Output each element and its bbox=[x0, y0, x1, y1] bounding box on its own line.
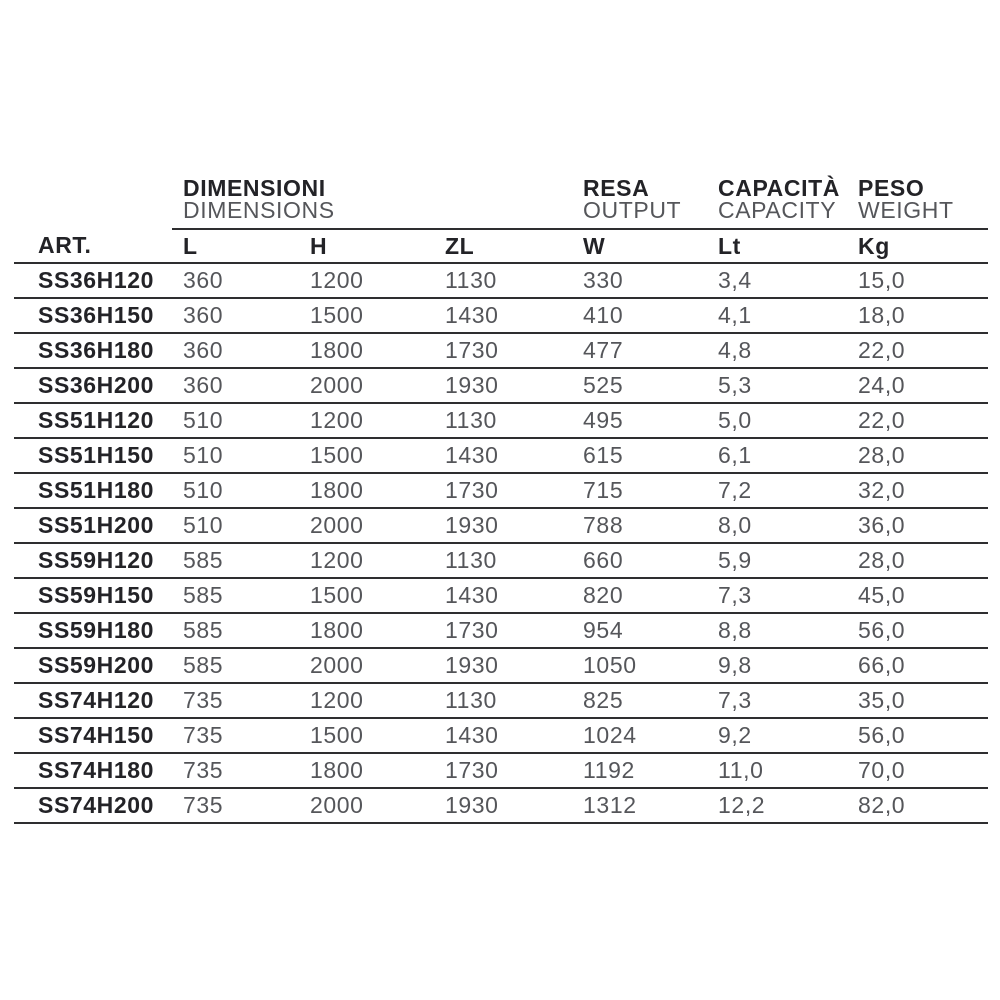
value-cell: 1430 bbox=[434, 718, 572, 753]
group-label-primary: CAPACITÀ bbox=[718, 175, 840, 201]
value-cell: 1200 bbox=[299, 263, 434, 298]
value-cell: 1312 bbox=[572, 788, 707, 823]
art-code-cell: SS51H150 bbox=[14, 438, 172, 473]
value-cell: 735 bbox=[172, 753, 299, 788]
value-cell: 585 bbox=[172, 613, 299, 648]
table-row bbox=[14, 508, 988, 543]
value-cell: 1192 bbox=[572, 753, 707, 788]
table-row bbox=[14, 368, 988, 403]
value-cell: 1800 bbox=[299, 613, 434, 648]
art-code-cell: SS59H150 bbox=[14, 578, 172, 613]
art-code-cell: SS74H200 bbox=[14, 788, 172, 823]
value-cell: 820 bbox=[572, 578, 707, 613]
value-cell: 1930 bbox=[434, 508, 572, 543]
art-code-cell: SS36H200 bbox=[14, 368, 172, 403]
value-cell: 1130 bbox=[434, 263, 572, 298]
value-cell: 615 bbox=[572, 438, 707, 473]
value-cell: 1430 bbox=[434, 298, 572, 333]
group-label-primary: DIMENSIONI bbox=[183, 175, 326, 201]
group-label-primary: PESO bbox=[858, 175, 925, 201]
value-cell: 7,3 bbox=[707, 683, 847, 718]
value-cell: 825 bbox=[572, 683, 707, 718]
value-cell: 2000 bbox=[299, 368, 434, 403]
group-label-primary: RESA bbox=[583, 175, 650, 201]
table-row bbox=[14, 473, 988, 508]
value-cell: 1500 bbox=[299, 578, 434, 613]
value-cell: 11,0 bbox=[707, 753, 847, 788]
group-label-secondary: DIMENSIONS bbox=[183, 197, 335, 223]
value-cell: 1130 bbox=[434, 543, 572, 578]
column-header-l: L bbox=[172, 229, 299, 263]
value-cell: 1930 bbox=[434, 648, 572, 683]
art-code-cell: SS51H200 bbox=[14, 508, 172, 543]
value-cell: 66,0 bbox=[847, 648, 988, 683]
value-cell: 22,0 bbox=[847, 333, 988, 368]
spec-table bbox=[14, 175, 988, 824]
value-cell: 954 bbox=[572, 613, 707, 648]
value-cell: 510 bbox=[172, 473, 299, 508]
value-cell: 4,8 bbox=[707, 333, 847, 368]
table-row bbox=[14, 543, 988, 578]
art-code-cell: SS59H200 bbox=[14, 648, 172, 683]
group-header-output bbox=[572, 175, 707, 229]
value-cell: 1200 bbox=[299, 403, 434, 438]
value-cell: 2000 bbox=[299, 788, 434, 823]
group-header-weight bbox=[847, 175, 988, 229]
value-cell: 1024 bbox=[572, 718, 707, 753]
value-cell: 1800 bbox=[299, 333, 434, 368]
table-row bbox=[14, 788, 988, 823]
value-cell: 660 bbox=[572, 543, 707, 578]
art-code-cell: SS74H120 bbox=[14, 683, 172, 718]
value-cell: 1500 bbox=[299, 438, 434, 473]
value-cell: 585 bbox=[172, 543, 299, 578]
value-cell: 477 bbox=[572, 333, 707, 368]
column-header-lt: Lt bbox=[707, 229, 847, 263]
value-cell: 1200 bbox=[299, 683, 434, 718]
value-cell: 45,0 bbox=[847, 578, 988, 613]
art-code-cell: SS36H150 bbox=[14, 298, 172, 333]
value-cell: 1730 bbox=[434, 613, 572, 648]
table-row bbox=[14, 438, 988, 473]
value-cell: 1130 bbox=[434, 683, 572, 718]
value-cell: 2000 bbox=[299, 648, 434, 683]
value-cell: 9,2 bbox=[707, 718, 847, 753]
table-row bbox=[14, 578, 988, 613]
value-cell: 360 bbox=[172, 368, 299, 403]
table-row bbox=[14, 648, 988, 683]
table-row bbox=[14, 403, 988, 438]
value-cell: 12,2 bbox=[707, 788, 847, 823]
spec-table-container bbox=[14, 175, 988, 824]
value-cell: 360 bbox=[172, 333, 299, 368]
column-header-zl: ZL bbox=[434, 229, 572, 263]
value-cell: 2000 bbox=[299, 508, 434, 543]
value-cell: 28,0 bbox=[847, 438, 988, 473]
value-cell: 1800 bbox=[299, 753, 434, 788]
art-code-cell: SS36H180 bbox=[14, 333, 172, 368]
value-cell: 56,0 bbox=[847, 613, 988, 648]
value-cell: 28,0 bbox=[847, 543, 988, 578]
table-row bbox=[14, 263, 988, 298]
table-row bbox=[14, 333, 988, 368]
value-cell: 788 bbox=[572, 508, 707, 543]
value-cell: 1430 bbox=[434, 578, 572, 613]
value-cell: 525 bbox=[572, 368, 707, 403]
art-code-cell: SS59H120 bbox=[14, 543, 172, 578]
value-cell: 1430 bbox=[434, 438, 572, 473]
value-cell: 510 bbox=[172, 438, 299, 473]
value-cell: 4,1 bbox=[707, 298, 847, 333]
value-cell: 5,9 bbox=[707, 543, 847, 578]
value-cell: 8,0 bbox=[707, 508, 847, 543]
art-code-cell: SS36H120 bbox=[14, 263, 172, 298]
group-header-row bbox=[14, 175, 988, 229]
value-cell: 510 bbox=[172, 403, 299, 438]
value-cell: 8,8 bbox=[707, 613, 847, 648]
group-label-secondary: OUTPUT bbox=[583, 197, 682, 223]
group-label-secondary: WEIGHT bbox=[858, 197, 954, 223]
value-cell: 510 bbox=[172, 508, 299, 543]
group-header-spacer bbox=[14, 175, 172, 229]
table-row bbox=[14, 718, 988, 753]
value-cell: 1730 bbox=[434, 753, 572, 788]
art-code-cell: SS74H180 bbox=[14, 753, 172, 788]
value-cell: 35,0 bbox=[847, 683, 988, 718]
value-cell: 1500 bbox=[299, 718, 434, 753]
value-cell: 1730 bbox=[434, 473, 572, 508]
value-cell: 1500 bbox=[299, 298, 434, 333]
value-cell: 24,0 bbox=[847, 368, 988, 403]
value-cell: 18,0 bbox=[847, 298, 988, 333]
value-cell: 715 bbox=[572, 473, 707, 508]
art-code-cell: SS51H120 bbox=[14, 403, 172, 438]
column-header-w: W bbox=[572, 229, 707, 263]
column-header-kg: Kg bbox=[847, 229, 988, 263]
value-cell: 1050 bbox=[572, 648, 707, 683]
value-cell: 36,0 bbox=[847, 508, 988, 543]
art-code-cell: SS74H150 bbox=[14, 718, 172, 753]
value-cell: 56,0 bbox=[847, 718, 988, 753]
group-label-secondary: CAPACITY bbox=[718, 197, 837, 223]
art-code-cell: SS51H180 bbox=[14, 473, 172, 508]
table-body bbox=[14, 263, 988, 823]
value-cell: 82,0 bbox=[847, 788, 988, 823]
value-cell: 1130 bbox=[434, 403, 572, 438]
value-cell: 735 bbox=[172, 718, 299, 753]
value-cell: 6,1 bbox=[707, 438, 847, 473]
group-header-dimensions bbox=[172, 175, 572, 229]
value-cell: 735 bbox=[172, 683, 299, 718]
value-cell: 330 bbox=[572, 263, 707, 298]
value-cell: 410 bbox=[572, 298, 707, 333]
value-cell: 1930 bbox=[434, 788, 572, 823]
value-cell: 1800 bbox=[299, 473, 434, 508]
value-cell: 495 bbox=[572, 403, 707, 438]
value-cell: 1200 bbox=[299, 543, 434, 578]
value-cell: 5,0 bbox=[707, 403, 847, 438]
value-cell: 360 bbox=[172, 263, 299, 298]
group-header-capacity bbox=[707, 175, 847, 229]
value-cell: 1730 bbox=[434, 333, 572, 368]
value-cell: 15,0 bbox=[847, 263, 988, 298]
value-cell: 360 bbox=[172, 298, 299, 333]
value-cell: 70,0 bbox=[847, 753, 988, 788]
value-cell: 3,4 bbox=[707, 263, 847, 298]
value-cell: 5,3 bbox=[707, 368, 847, 403]
column-header-art: ART. bbox=[14, 229, 172, 263]
table-row bbox=[14, 298, 988, 333]
value-cell: 585 bbox=[172, 578, 299, 613]
value-cell: 7,3 bbox=[707, 578, 847, 613]
value-cell: 22,0 bbox=[847, 403, 988, 438]
table-row bbox=[14, 613, 988, 648]
table-row bbox=[14, 753, 988, 788]
table-row bbox=[14, 683, 988, 718]
column-header-row bbox=[14, 229, 988, 263]
value-cell: 585 bbox=[172, 648, 299, 683]
value-cell: 9,8 bbox=[707, 648, 847, 683]
value-cell: 7,2 bbox=[707, 473, 847, 508]
value-cell: 735 bbox=[172, 788, 299, 823]
art-code-cell: SS59H180 bbox=[14, 613, 172, 648]
value-cell: 32,0 bbox=[847, 473, 988, 508]
column-header-h: H bbox=[299, 229, 434, 263]
value-cell: 1930 bbox=[434, 368, 572, 403]
